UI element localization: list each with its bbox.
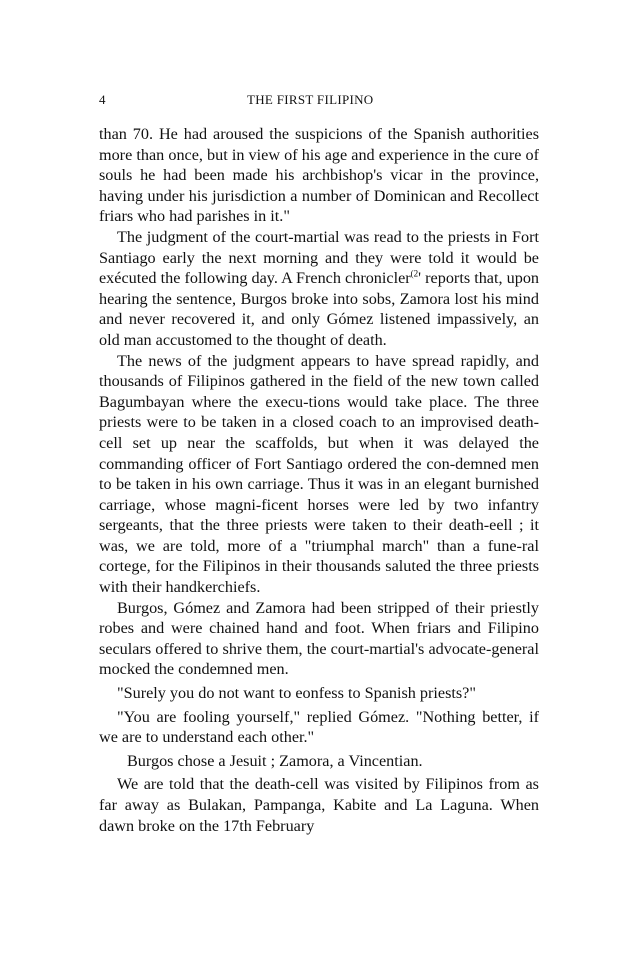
paragraph-quote-confess: "Surely you do not want to eonfess to Spanish priests?" [117,684,476,703]
running-title: THE FIRST FILIPINO [247,92,374,107]
paragraph-text: The judgment of the court-martial was read to the priests in Fort Santiago early the next morning and they were told it would be exécuted the following day. A French chronicler [99,227,539,288]
paragraph-death-cell: We are told that the death-cell was visited by Filipinos from as far away as Bulakan, Pampanga, Kabite and La Laguna. When dawn broke on the 17th February [99,775,539,835]
paragraph-news: The news of the judgment appears to have spread rapidly, and thousands of Filipinos gathered in the field of the new town called Bagumbayan where the execu-tions would take place. The three priests were to be taken in a closed coach to an improvised death-cell set up near the scaffolds, but when it was delayed the commanding officer of Fort Santiago ordered the con-demned men to be taken in his own carriage. Thus it was in an elegant burnished carriage, whose magni-ficent horses were led by two infantry sergeants, that the three priests were taken to their death-eell ; it was, we are told, more of a "triumphal march" than a fune-ral cortege, for the Filipinos in their thousands saluted the three priests with their handkerchiefs. [99,351,539,597]
paragraph-quote-gomez: "You are fooling yourself," replied Gómez. "Nothing better, if we are to understand each other." [99,707,539,747]
paragraph-stripped: Burgos, Gómez and Zamora had been stripped of their priestly robes and were chained hand and foot. When friars and Filipino seculars offered to shrive them, the court-martial's advocate-general mocked the condemned men. [99,598,539,679]
paragraph-continuation: than 70. He had aroused the suspicions of the Spanish authorities more than once, but in view of his age and experience in the cure of souls he had been made his archbishop's vicar in the province, having under his jurisdiction a number of Dominican and Recollect friars who had parishes in it." [99,125,539,226]
page-number: 4 [99,92,106,107]
paragraph-judgment [99,227,539,351]
paragraph-text: ' reports that, upon hearing the sentence, Burgos broke into sobs, Zamora lost his mind and never recovered it, and only Gómez listened impassively, an old man accustomed to the thought of death. [99,269,540,349]
footnote-reference: (2 [410,268,419,279]
body-text [99,124,539,836]
paragraph-chose: Burgos chose a Jesuit ; Zamora, a Vincentian. [127,751,423,770]
page-header [99,92,539,110]
